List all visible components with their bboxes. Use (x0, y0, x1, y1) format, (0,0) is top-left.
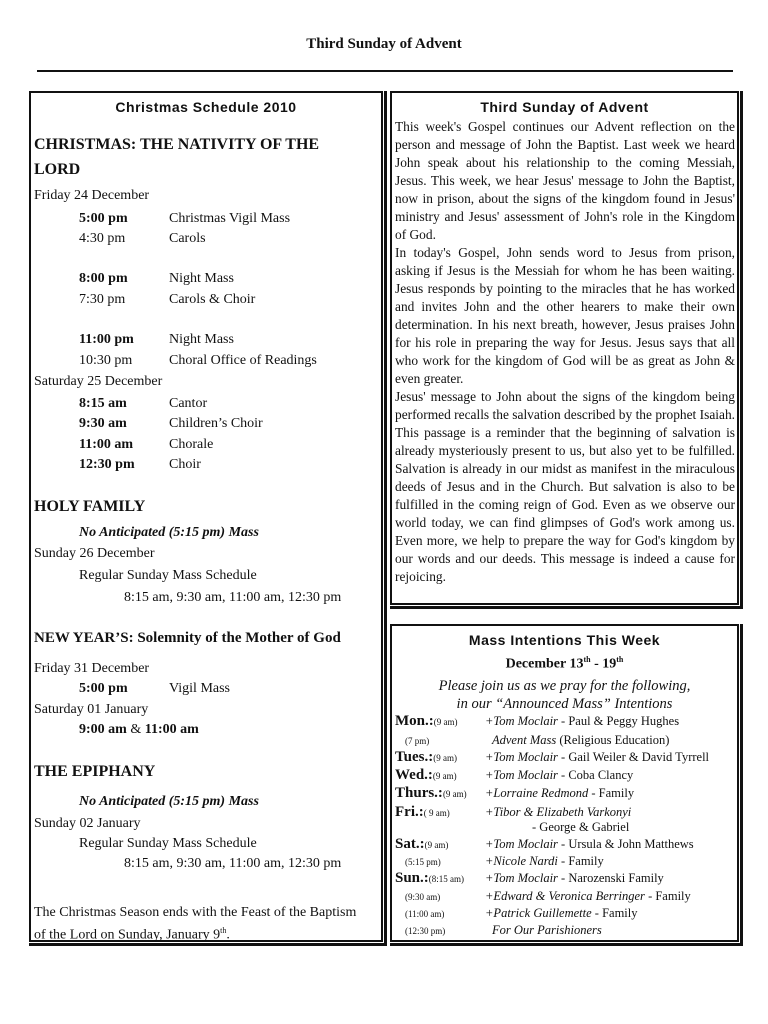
intention-name: For Our Parishioners (492, 923, 602, 937)
schedule-time: 10:30 pm (79, 353, 133, 368)
intention-time: (5:15 pm) (405, 857, 441, 867)
schedule-time: 5:00 pm (79, 211, 128, 226)
intention-row (395, 767, 634, 785)
schedule-time: 9:00 am (79, 722, 127, 737)
intention-requester: - Gail Weiler & David Tyrrell (557, 750, 710, 764)
intention-time: (9 am) (424, 840, 449, 850)
ordinal-suffix: th (616, 655, 624, 664)
intention-row (395, 905, 638, 923)
intention-day-time (395, 714, 458, 728)
intentions-intro: Please join us as we pray for the following, (438, 678, 691, 694)
advent-paragraph: Jesus' message to John about the signs of the kingdom being performed recalls the salvation described by the prophet Isaiah. This passage is a reminder that the beginning of salvation is already mysteriously present to us, but also yet to be fulfilled. Salvation is already in our midst as manifest in the miraculous deeds of Jesus and in the Church. But salvation is also to be fulfilled in the coming reign of God. Even as we observe our world today, we can find glimpses of God's work among us. Even more, we help to prepare the way for God's kingdom by our words and our deeds. This message is indeed a cause for rejoicing. (395, 389, 735, 584)
epiphany-note: No Anticipated (5:15 pm) Mass (79, 794, 259, 809)
intention-name: +Tibor & Elizabeth Varkonyi (485, 805, 632, 819)
intention-name: +Tom Moclair (485, 750, 558, 764)
schedule-time: 8:15 am (79, 396, 127, 411)
intention-day-time (395, 768, 457, 782)
intention-day-time (395, 805, 450, 819)
intentions-dates (392, 651, 737, 674)
intention-time: (7 pm) (405, 736, 430, 746)
intention-name: +Tom Moclair (485, 837, 558, 851)
day-label: Sunday 26 December (34, 546, 155, 561)
schedule-line: Regular Sunday Mass Schedule (79, 836, 257, 851)
day-label: Friday 24 December (34, 188, 150, 203)
intention-time: ( 9 am) (423, 808, 450, 818)
schedule-time: 11:00 am (144, 722, 199, 737)
intention-day-time (395, 733, 429, 747)
christmas-schedule-heading: Christmas Schedule 2010 (115, 99, 297, 115)
intention-requester: - Family (557, 854, 604, 868)
intention-row (395, 836, 694, 854)
ampersand: & (126, 722, 145, 737)
intention-row (395, 713, 680, 731)
schedule-time: 11:00 pm (79, 332, 134, 347)
intention-text (532, 819, 629, 836)
intention-name: Advent Mass (492, 733, 557, 747)
intention-day-time (395, 871, 464, 885)
new-year-title: NEW YEAR’S: Solemnity of the Mother of God (34, 630, 341, 646)
mass-times: 8:15 am, 9:30 am, 11:00 am, 12:30 pm (124, 590, 342, 605)
holy-family-note: No Anticipated (5:15 pm) Mass (79, 525, 259, 540)
advent-reflection-text (395, 118, 735, 586)
schedule-time: 5:00 pm (79, 681, 128, 696)
closing-note-cont (34, 922, 230, 945)
intention-requester: - Family (644, 889, 691, 903)
intention-text (485, 870, 664, 887)
intention-time: (9 am) (432, 771, 457, 781)
intention-day-time (395, 923, 445, 937)
intention-day-time (395, 750, 457, 764)
intention-name: +Tom Moclair (485, 714, 558, 728)
intention-text (492, 922, 602, 939)
schedule-event: Cantor (169, 396, 208, 411)
schedule-time: 7:30 pm (79, 292, 126, 307)
mass-intentions-heading: Mass Intentions This Week (468, 632, 661, 648)
intention-name: +Tom Moclair (485, 768, 558, 782)
intention-text (485, 785, 634, 802)
intention-text (485, 749, 709, 766)
intention-day: Mon.: (395, 713, 434, 729)
intention-name: +Patrick Guillemette (485, 906, 592, 920)
schedule-event: Christmas Vigil Mass (169, 211, 291, 226)
schedule-event: Carols & Choir (169, 292, 256, 307)
intentions-intro-cont: in our “Announced Mass” Intentions (456, 696, 673, 712)
schedule-line: Regular Sunday Mass Schedule (79, 568, 257, 583)
day-label: Sunday 02 January (34, 816, 141, 831)
intention-day: Sat.: (395, 836, 425, 852)
christmas-title-cont: LORD (34, 161, 81, 178)
closing-text: of the Lord on Sunday, January 9 (34, 927, 221, 943)
intention-requester: - George & Gabriel (532, 820, 630, 834)
schedule-event: Chorale (169, 437, 214, 452)
day-label: Saturday 01 January (34, 702, 149, 717)
schedule-time: 12:30 pm (79, 457, 135, 472)
schedule-event: Night Mass (169, 271, 234, 286)
intention-name: +Nicole Nardi (485, 854, 558, 868)
intention-requester: - Paul & Peggy Hughes (557, 714, 680, 728)
intention-requester: - Coba Clancy (557, 768, 634, 782)
intention-text (485, 853, 604, 870)
day-label: Friday 31 December (34, 661, 150, 676)
intention-row (395, 922, 602, 940)
intention-day-time (395, 854, 441, 868)
intention-day: Sun.: (395, 870, 429, 886)
intention-time: (12:30 pm) (405, 926, 446, 936)
intention-text (492, 732, 669, 749)
intention-day: Wed.: (395, 767, 433, 783)
intention-requester: - Family (591, 906, 638, 920)
intention-day-time (395, 837, 448, 851)
dates-end: - 19 (590, 656, 617, 672)
intention-time: (9 am) (442, 789, 467, 799)
intention-day: Thurs.: (395, 785, 443, 801)
intention-text (485, 713, 679, 730)
intention-row (395, 853, 604, 871)
page-title: Third Sunday of Advent (306, 36, 462, 52)
intention-row (395, 819, 630, 836)
new-year-sat-times (79, 721, 199, 739)
intention-name: +Edward & Veronica Berringer (485, 889, 645, 903)
intention-day: Tues.: (395, 749, 434, 765)
intention-day: Fri.: (395, 804, 424, 820)
mass-times: 8:15 am, 9:30 am, 11:00 am, 12:30 pm (124, 856, 342, 871)
ordinal-suffix: th (583, 655, 591, 664)
day-label: Saturday 25 December (34, 374, 163, 389)
intention-requester: - Narozenski Family (557, 871, 664, 885)
closing-period: . (226, 927, 230, 943)
intention-requester: - Family (588, 786, 635, 800)
intention-day-time (395, 906, 444, 920)
intention-time: (9 am) (433, 717, 458, 727)
schedule-event: Carols (169, 231, 206, 246)
intention-name: +Lorraine Redmond (485, 786, 589, 800)
intention-time: (8:15 am) (428, 874, 465, 884)
schedule-event: Choir (169, 457, 201, 472)
intention-time: (11:00 am) (405, 909, 445, 919)
intention-day-time (395, 889, 440, 903)
intention-name: +Tom Moclair (485, 871, 558, 885)
intention-row (395, 749, 710, 767)
schedule-event: Children’s Choir (169, 416, 263, 431)
advent-heading: Third Sunday of Advent (480, 99, 649, 115)
christmas-title: CHRISTMAS: THE NATIVITY OF THE (34, 136, 320, 153)
intention-time: (9:30 am) (405, 892, 441, 902)
intention-text (485, 836, 694, 853)
intention-row (395, 870, 664, 888)
schedule-event: Vigil Mass (169, 681, 230, 696)
intention-requester: (Religious Education) (556, 733, 670, 747)
intention-text (485, 767, 633, 784)
intention-text (485, 905, 638, 922)
schedule-time: 4:30 pm (79, 231, 126, 246)
advent-paragraph: In today's Gospel, John sends word to Jesus from prison, asking if Jesus is the Messiah for whom he has been waiting. Jesus responds by pointing to the miracles that he has worked and invites John and the other hearers to make their own determination. In his next breath, however, Jesus praises John for his role in preparing the way for Jesus. Jesus says that all who work for the kingdom of God will be as great as John & even greater. (395, 245, 735, 386)
holy-family-title: HOLY FAMILY (34, 498, 146, 515)
ordinal-suffix: th (220, 926, 227, 935)
schedule-event: Choral Office of Readings (169, 353, 317, 368)
schedule-event: Night Mass (169, 332, 234, 347)
intention-row (395, 785, 635, 803)
epiphany-title: THE EPIPHANY (34, 763, 156, 780)
intention-day-time (395, 820, 405, 834)
closing-note: The Christmas Season ends with the Feast of the Baptism (34, 905, 357, 920)
schedule-time: 8:00 pm (79, 271, 128, 286)
schedule-time: 9:30 am (79, 416, 127, 431)
header-rule (37, 70, 733, 72)
advent-paragraph: This week's Gospel continues our Advent reflection on the person and message of John the Baptist. Last week we heard John speak about his relationship to the coming Messiah, Jesus. This week, we hear Jesus' message to John the Baptist, now in prison, about the signs of the kingdom found in Jesus' ministry and Jesus' assessment of John's role in the Kingdom of God. (395, 119, 735, 242)
intention-text (485, 888, 691, 905)
intention-row (395, 732, 670, 750)
intention-day-time (395, 786, 467, 800)
schedule-time: 11:00 am (79, 437, 134, 452)
intention-row (395, 888, 691, 906)
dates-start: December 13 (505, 656, 584, 672)
intention-requester: - Ursula & John Matthews (557, 837, 694, 851)
intention-time: (9 am) (433, 753, 457, 763)
